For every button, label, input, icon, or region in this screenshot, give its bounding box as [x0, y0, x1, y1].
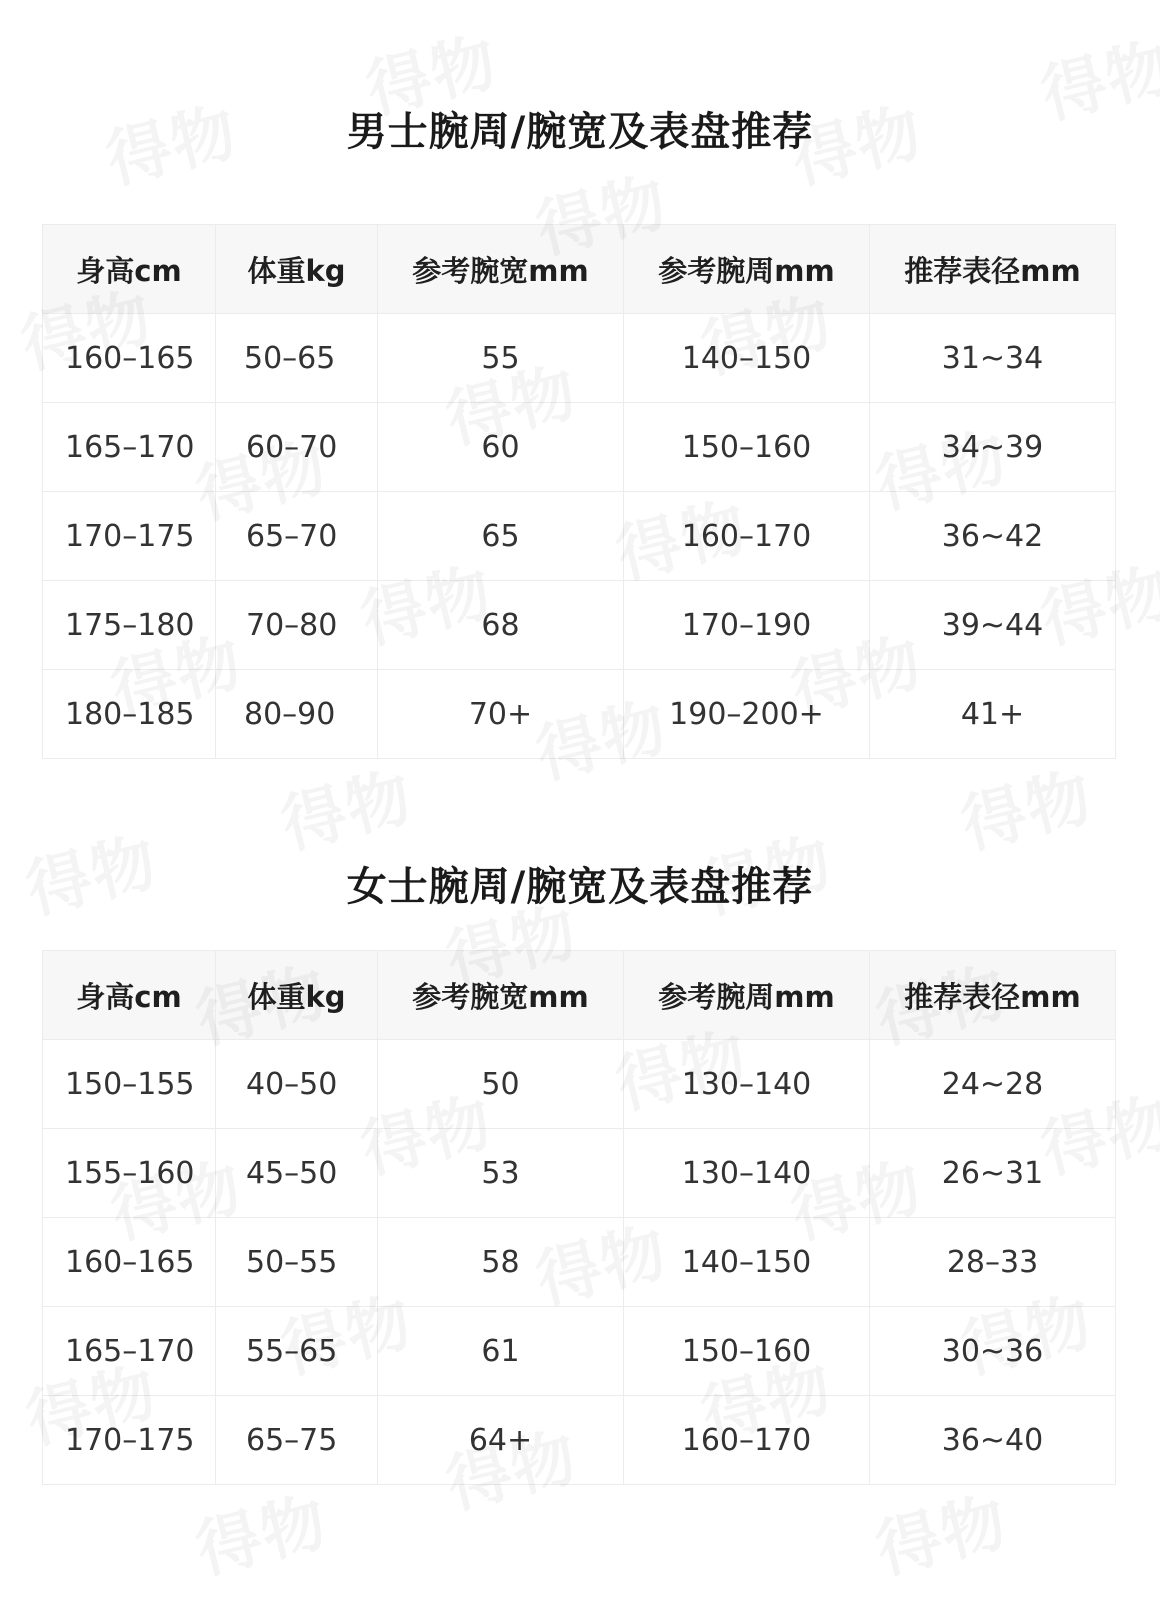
- cell-wrist-width: 50: [378, 1040, 624, 1129]
- table-row: [43, 1307, 1116, 1396]
- header-wrist-width: 参考腕宽mm: [378, 225, 624, 314]
- header-weight: 体重kg: [216, 225, 378, 314]
- cell-wrist-width: 65: [378, 492, 624, 581]
- cell-weight: 50–65: [216, 314, 378, 403]
- women-size-table: [42, 950, 1116, 1485]
- cell-wrist-width: 64+: [378, 1396, 624, 1485]
- cell-weight: 40–50: [216, 1040, 378, 1129]
- cell-weight: 65–70: [216, 492, 378, 581]
- cell-dial-diameter: 36~40: [870, 1396, 1116, 1485]
- table-row: [43, 1218, 1116, 1307]
- cell-dial-diameter: 26~31: [870, 1129, 1116, 1218]
- cell-wrist-circumference: 140–150: [624, 314, 870, 403]
- men-size-table: [42, 224, 1116, 759]
- table-row: [43, 670, 1116, 759]
- watermark: [866, 1470, 1016, 1591]
- cell-wrist-width: 58: [378, 1218, 624, 1307]
- header-wrist-circumference: 参考腕周mm: [624, 225, 870, 314]
- cell-dial-diameter: 31~34: [870, 314, 1116, 403]
- cell-wrist-circumference: 130–140: [624, 1040, 870, 1129]
- table-header-row: [43, 225, 1116, 314]
- cell-height: 175–180: [43, 581, 216, 670]
- watermark: [271, 745, 421, 866]
- men-section-title: 男士腕周/腕宽及表盘推荐: [346, 109, 814, 155]
- watermark: [951, 745, 1101, 866]
- cell-height: 160–165: [43, 314, 216, 403]
- cell-dial-diameter: 39~44: [870, 581, 1116, 670]
- cell-weight: 60–70: [216, 403, 378, 492]
- cell-dial-diameter: 41+: [870, 670, 1116, 759]
- table-row: [43, 1396, 1116, 1485]
- table-row: [43, 403, 1116, 492]
- header-dial-diameter: 推荐表径mm: [870, 225, 1116, 314]
- cell-wrist-width: 53: [378, 1129, 624, 1218]
- table-row: [43, 492, 1116, 581]
- cell-wrist-circumference: 190–200+: [624, 670, 870, 759]
- cell-dial-diameter: 30~36: [870, 1307, 1116, 1396]
- header-wrist-circumference: 参考腕周mm: [624, 951, 870, 1040]
- table-row: [43, 1129, 1116, 1218]
- cell-height: 165–170: [43, 403, 216, 492]
- table-header-row: [43, 951, 1116, 1040]
- cell-weight: 80–90: [216, 670, 378, 759]
- cell-dial-diameter: 34~39: [870, 403, 1116, 492]
- header-height: 身高cm: [43, 951, 216, 1040]
- cell-height: 180–185: [43, 670, 216, 759]
- header-weight: 体重kg: [216, 951, 378, 1040]
- cell-wrist-width: 61: [378, 1307, 624, 1396]
- header-wrist-width: 参考腕宽mm: [378, 951, 624, 1040]
- cell-wrist-width: 60: [378, 403, 624, 492]
- cell-weight: 45–50: [216, 1129, 378, 1218]
- cell-wrist-circumference: 130–140: [624, 1129, 870, 1218]
- cell-wrist-width: 68: [378, 581, 624, 670]
- cell-wrist-circumference: 140–150: [624, 1218, 870, 1307]
- cell-wrist-circumference: 160–170: [624, 492, 870, 581]
- cell-height: 170–175: [43, 492, 216, 581]
- cell-height: 155–160: [43, 1129, 216, 1218]
- cell-wrist-circumference: 150–160: [624, 403, 870, 492]
- cell-dial-diameter: 28–33: [870, 1218, 1116, 1307]
- table-row: [43, 314, 1116, 403]
- cell-wrist-circumference: 160–170: [624, 1396, 870, 1485]
- cell-weight: 50–55: [216, 1218, 378, 1307]
- table-row: [43, 581, 1116, 670]
- cell-height: 150–155: [43, 1040, 216, 1129]
- cell-wrist-circumference: 170–190: [624, 581, 870, 670]
- cell-height: 165–170: [43, 1307, 216, 1396]
- cell-wrist-circumference: 150–160: [624, 1307, 870, 1396]
- cell-weight: 70–80: [216, 581, 378, 670]
- cell-dial-diameter: 36~42: [870, 492, 1116, 581]
- cell-dial-diameter: 24~28: [870, 1040, 1116, 1129]
- cell-wrist-width: 55: [378, 314, 624, 403]
- cell-wrist-width: 70+: [378, 670, 624, 759]
- watermark: [186, 1470, 336, 1591]
- women-section-title: 女士腕周/腕宽及表盘推荐: [346, 864, 814, 910]
- header-dial-diameter: 推荐表径mm: [870, 951, 1116, 1040]
- cell-height: 170–175: [43, 1396, 216, 1485]
- cell-height: 160–165: [43, 1218, 216, 1307]
- cell-weight: 65–75: [216, 1396, 378, 1485]
- header-height: 身高cm: [43, 225, 216, 314]
- cell-weight: 55–65: [216, 1307, 378, 1396]
- table-row: [43, 1040, 1116, 1129]
